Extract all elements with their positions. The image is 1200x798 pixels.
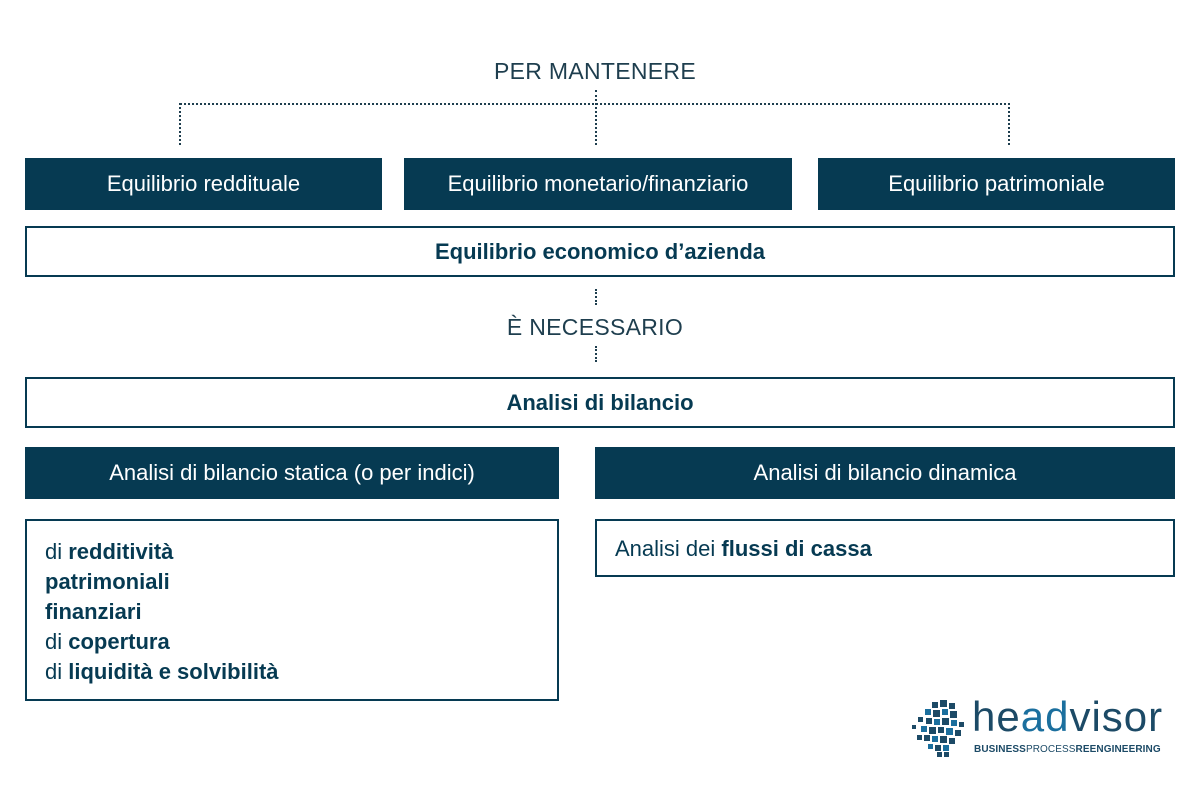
list-item: di liquidità e solvibilità (45, 659, 279, 684)
per-mantenere-label: PER MANTENERE (494, 58, 696, 84)
equilibrio-patrimoniale-label: Equilibrio patrimoniale (888, 171, 1105, 196)
analisi-statica-list (25, 519, 559, 701)
head-mosaic-icon (912, 700, 968, 758)
connector-center (595, 90, 597, 145)
analisi-bilancio-box (25, 377, 1175, 428)
analisi-dinamica-title: Analisi di bilancio dinamica (753, 460, 1017, 485)
equilibrio-economico-box (25, 226, 1175, 277)
connector-right (1008, 103, 1010, 145)
analisi-statica-title: Analisi di bilancio statica (o per indici) (109, 460, 475, 485)
equilibrio-monetario-label: Equilibrio monetario/finanziario (447, 171, 749, 196)
list-item: di copertura (45, 629, 170, 654)
equilibrio-monetario-box (404, 158, 792, 210)
mid-connector-upper (595, 289, 597, 305)
analisi-dinamica-header (595, 447, 1175, 499)
analisi-dinamica-box (595, 519, 1175, 577)
headvisor-logo-text: headvisor (972, 693, 1164, 740)
equilibrio-reddituale-label: Equilibrio reddituale (106, 171, 301, 196)
list-item: Analisi dei flussi di cassa (615, 536, 872, 561)
equilibrio-patrimoniale-box (818, 158, 1175, 210)
connector-left (179, 103, 181, 145)
equilibrio-economico-label: Equilibrio economico d’azienda (434, 238, 766, 264)
e-necessario-label: È NECESSARIO (506, 314, 684, 340)
analisi-bilancio-label: Analisi di bilancio (506, 389, 694, 415)
equilibrio-reddituale-box (25, 158, 382, 210)
mid-connector-lower (595, 346, 597, 362)
list-item: patrimoniali (45, 569, 170, 594)
headvisor-tagline: BUSINESSPROCESSREENGINEERING (974, 744, 1161, 755)
list-item: di redditività (45, 539, 174, 564)
list-item: finanziari (45, 599, 142, 624)
analisi-statica-header (25, 447, 559, 499)
